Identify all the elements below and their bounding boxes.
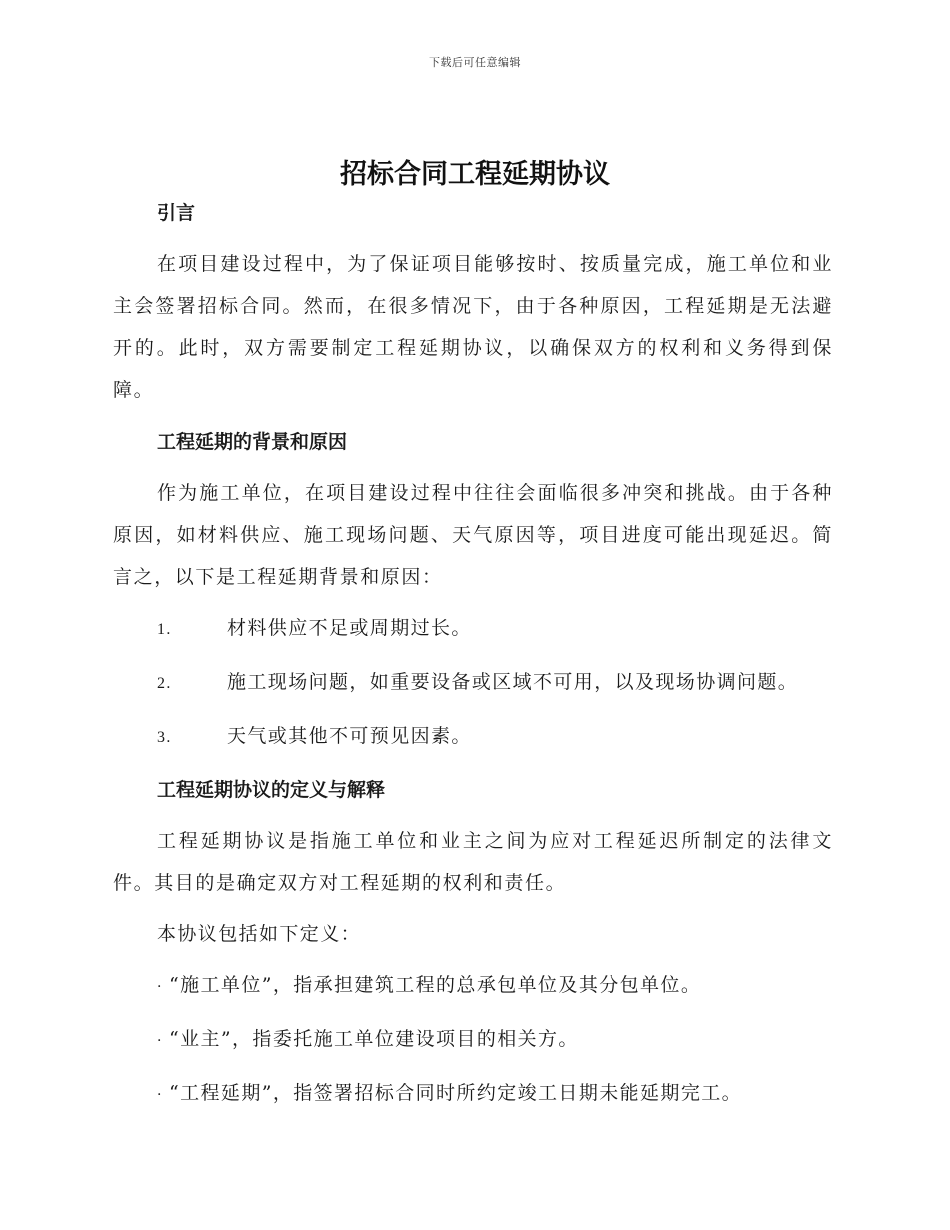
bullet-item [113,1072,833,1116]
list-item-number: 1. [157,621,172,638]
section-heading-intro: 引言 [157,202,196,224]
header-note: 下载后可任意编辑 [429,56,521,69]
list-item-text: 天气或其他不可预见因素。 [227,725,472,747]
bullet-dot-icon: · [157,979,163,995]
bullet-item-text: “施工单位”，指承担建筑工程的总承包单位及其分包单位。 [169,974,702,996]
list-item-text: 施工现场问题，如重要设备或区域不可用，以及现场协调问题。 [227,671,799,693]
list-item-number: 3. [157,729,172,746]
list-item [113,661,833,705]
bullet-item [113,1018,833,1062]
definition-paragraph: 工程延期协议是指施工单位和业主之间为应对工程延迟所制定的法律文件。其目的是确定双方对工程延期的权利和责任。 [113,830,833,894]
list-item [113,607,833,651]
bullet-dot-icon: · [157,1087,163,1103]
section-heading-definition: 工程延期协议的定义与解释 [157,779,386,801]
section-heading-background: 工程延期的背景和原因 [157,431,348,453]
background-paragraph: 作为施工单位，在项目建设过程中往往会面临很多冲突和挑战。由于各种原因，如材料供应、施工现场问题、天气原因等，项目进度可能出现延迟。简言之，以下是工程延期背景和原因： [113,482,833,588]
bullet-item-text: “业主”，指委托施工单位建设项目的相关方。 [169,1028,579,1050]
intro-paragraph: 在项目建设过程中，为了保证项目能够按时、按质量完成，施工单位和业主会签署招标合同。然而，在很多情况下，由于各种原因，工程延期是无法避开的。此时，双方需要制定工程延期协议，以确保双方的权利和义务得到保障。 [113,253,833,401]
list-item-text: 材料供应不足或周期过长。 [227,617,472,639]
list-item-number: 2. [157,675,172,692]
bullet-item [113,964,833,1008]
bullet-dot-icon: · [157,1033,163,1049]
document-title: 招标合同工程延期协议 [340,159,610,190]
document-body [113,192,833,1126]
definition-lead: 本协议包括如下定义： [157,923,362,945]
list-item [113,715,833,759]
bullet-item-text: “工程延期”，指签署招标合同时所约定竣工日期未能延期完工。 [169,1082,743,1104]
